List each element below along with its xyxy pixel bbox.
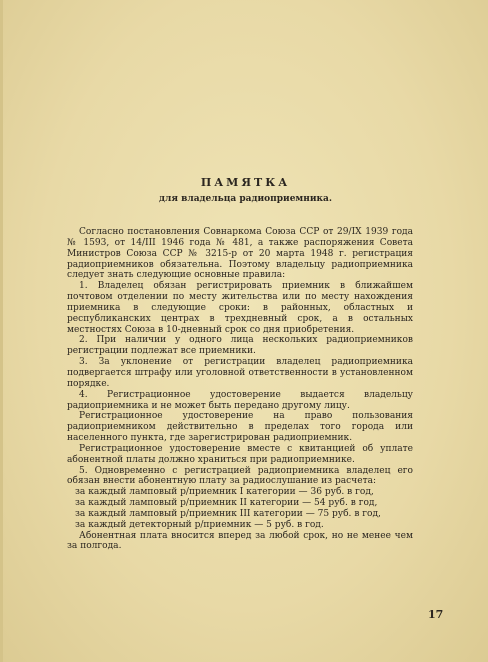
fee-line: за каждый детекторный р/приемник — 5 руб. в год. (75, 519, 324, 530)
fee-line: за каждый ламповый р/приемник I категории — 36 руб. в год, (75, 487, 374, 498)
paragraph-rule-5: 5. Одновременно с регистрацией радиоприемника владелец его обязан внести абонентную плату за радиослушание из расчета: (67, 465, 413, 487)
paragraph-rule-4: 4. Регистрационное удостоверение выдается владельцу радиоприемника и не может быть передано другому лицу. (67, 389, 413, 411)
paragraph-closing: Абонентная плата вносится вперед за любой срок, но не менее чем за полгода. (67, 530, 413, 552)
document-body (67, 227, 413, 552)
page-title: ПАМЯТКА (200, 176, 291, 189)
paragraph-rule-2: 2. При наличии у одного лица нескольких радиоприемников регистрации подлежат все приемники. (67, 335, 413, 357)
paragraph-certificate-validity: Регистрационное удостоверение на право пользования радиоприемником действительно в пределах того города или населенного пункта, где зарегистрирован радиоприемник. (67, 411, 413, 444)
page-subtitle: для владельца радиоприемника. (159, 194, 332, 204)
fee-line: за каждый ламповый р/приемник III категории — 75 руб. в год, (75, 508, 381, 519)
paragraph-rule-1: 1. Владелец обязан регистрировать приемник в ближайшем почтовом отделении по месту жительства или по месту нахождения приемника в следующие сроки: в районных, областных и республиканских центрах в трехдневный срок, а в остальных местностях Союза в 10-дневный срок со дня приобретения. (67, 281, 413, 335)
paragraph-certificate-storage: Регистрационное удостоверение вместе с квитанцией об уплате абонентной платы должно храниться при радиоприемнике. (67, 443, 413, 465)
paragraph-rule-3: 3. За уклонение от регистрации владелец радиоприемника подвергается штрафу или уголовной ответственности в установленном порядке. (67, 357, 413, 389)
page-number: 17 (428, 608, 444, 621)
fee-line: за каждый ламповый р/приемник II категории — 54 руб. в год, (75, 498, 378, 509)
paragraph-intro: Согласно постановления Совнаркома Союза ССР от 29/IX 1939 года № 1593, от 14/III 1946 года № 481, а также распоряжения Совета Министров Союза ССР № 3215-р от 20 марта 1948 г. регистрация радиоприемников обязательна. Поэтому владельцу радиоприемника следует знать следующие основные правила: (67, 227, 413, 281)
